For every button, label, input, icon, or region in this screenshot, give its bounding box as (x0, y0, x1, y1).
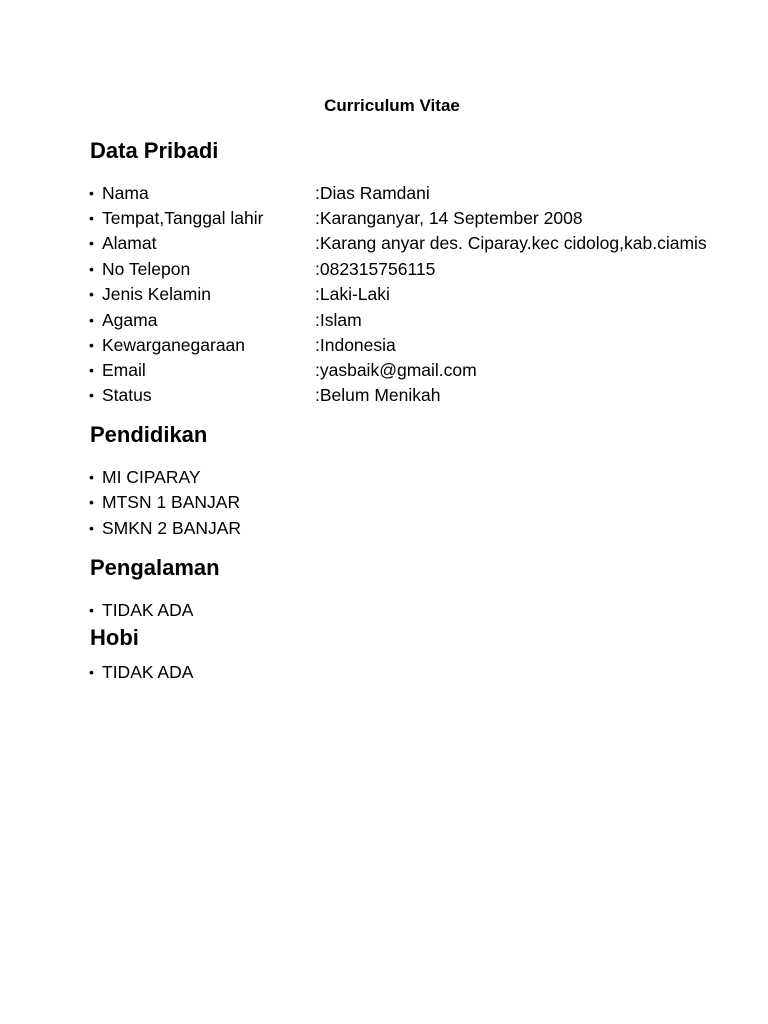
personal-label: Email (102, 360, 146, 380)
personal-label: Jenis Kelamin (102, 284, 211, 304)
bullet-icon: • (89, 337, 94, 353)
personal-value: :Laki-Laki (315, 284, 390, 304)
document-title: Curriculum Vitae (324, 96, 460, 115)
personal-value: :Karanganyar, 14 September 2008 (315, 208, 583, 228)
personal-label: Alamat (102, 233, 157, 253)
section-heading-pendidikan: Pendidikan (90, 422, 208, 447)
bullet-icon: • (89, 602, 94, 618)
bullet-icon: • (89, 261, 94, 277)
bullet-icon: • (89, 494, 94, 510)
section-heading-pengalaman: Pengalaman (90, 555, 220, 580)
bullet-icon: • (89, 387, 94, 403)
bullet-icon: • (89, 520, 94, 536)
section-heading-data-pribadi: Data Pribadi (90, 138, 219, 163)
personal-label: Nama (102, 183, 149, 203)
experience-label: TIDAK ADA (102, 600, 194, 620)
hobby-label: TIDAK ADA (102, 662, 194, 682)
personal-value: :Belum Menikah (315, 385, 441, 405)
personal-label: Tempat,Tanggal lahir (102, 208, 264, 228)
section-heading-hobi: Hobi (90, 625, 139, 650)
personal-label: Agama (102, 310, 158, 330)
personal-value: :Karang anyar des. Ciparay.kec cidolog,kab.ciamis (315, 233, 707, 253)
personal-label: Kewarganegaraan (102, 335, 246, 355)
personal-value: :Islam (315, 310, 362, 330)
bullet-icon: • (89, 286, 94, 302)
personal-label: No Telepon (102, 259, 191, 279)
bullet-icon: • (89, 210, 94, 226)
personal-value: :Indonesia (315, 335, 396, 355)
education-label: SMKN 2 BANJAR (102, 518, 242, 538)
bullet-icon: • (89, 664, 94, 680)
bullet-icon: • (89, 362, 94, 378)
education-label: MI CIPARAY (102, 467, 201, 487)
personal-value: :yasbaik@gmail.com (315, 360, 477, 380)
bullet-icon: • (89, 469, 94, 485)
personal-value: :Dias Ramdani (315, 183, 430, 203)
bullet-icon: • (89, 185, 94, 201)
education-label: MTSN 1 BANJAR (102, 492, 241, 512)
bullet-icon: • (89, 235, 94, 251)
personal-value: :082315756115 (315, 259, 436, 279)
bullet-icon: • (89, 312, 94, 328)
personal-label: Status (102, 385, 152, 405)
